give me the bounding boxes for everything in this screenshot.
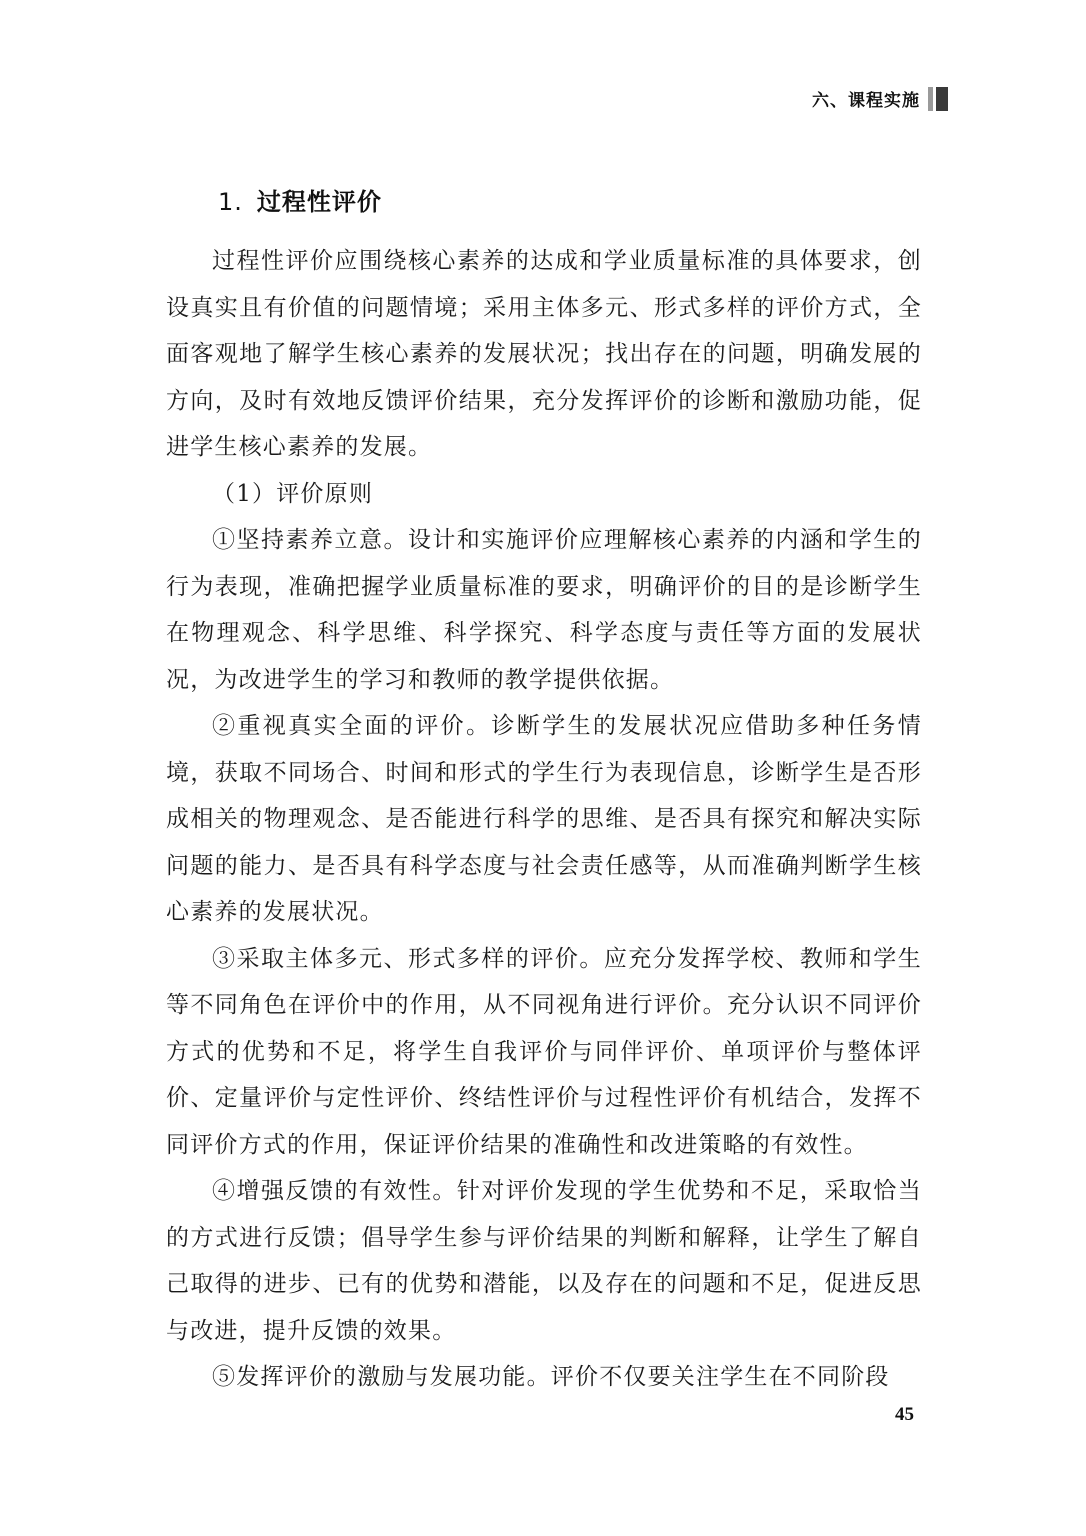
page-number: 45 xyxy=(895,1404,914,1425)
body-text xyxy=(166,238,922,1401)
paragraph-principle-5: ⑤发挥评价的激励与发展功能。评价不仅要关注学生在不同阶段 xyxy=(212,1364,890,1390)
running-header xyxy=(812,86,948,111)
paragraph-principle-4: ④增强反馈的有效性。针对评价发现的学生优势和不足，采取恰当的方式进行反馈；倡导学生参与评价结果的判断和解释，让学生了解自己取得的进步、已有的优势和潜能，以及存在的问题和不足，促进反思与改进，提升反馈的效果。 xyxy=(166,1178,922,1344)
header-thick-bar xyxy=(936,87,948,111)
section-title-text: 过程性评价 xyxy=(256,188,382,216)
header-thin-bar xyxy=(928,87,933,111)
subheading-principles: （1）评价原则 xyxy=(212,480,374,507)
paragraph-principle-1: ①坚持素养立意。设计和实施评价应理解核心素养的内涵和学生的行为表现，准确把握学业质量标准的要求，明确评价的目的是诊断学生在物理观念、科学思维、科学探究、科学态度与责任等方面的发展状况，为改进学生的学习和教师的教学提供依据。 xyxy=(166,527,922,693)
section-number: 1. xyxy=(218,188,243,216)
paragraph-intro: 过程性评价应围绕核心素养的达成和学业质量标准的具体要求，创设真实且有价值的问题情境；采用主体多元、形式多样的评价方式，全面客观地了解学生核心素养的发展状况；找出存在的问题，明确发展的方向，及时有效地反馈评价结果，充分发挥评价的诊断和激励功能，促进学生核心素养的发展。 xyxy=(166,248,922,460)
header-bar-marks xyxy=(928,87,948,111)
running-header-title: 六、课程实施 xyxy=(812,91,920,111)
paragraph-principle-3: ③采取主体多元、形式多样的评价。应充分发挥学校、教师和学生等不同角色在评价中的作用，从不同视角进行评价。充分认识不同评价方式的优势和不足，将学生自我评价与同伴评价、单项评价与整体评价、定量评价与定性评价、终结性评价与过程性评价有机结合，发挥不同评价方式的作用，保证评价结果的准确性和改进策略的有效性。 xyxy=(166,945,922,1158)
paragraph-principle-2: ②重视真实全面的评价。诊断学生的发展状况应借助多种任务情境，获取不同场合、时间和形式的学生行为表现信息，诊断学生是否形成相关的物理观念、是否能进行科学的思维、是否具有探究和解决实际问题的能力、是否具有科学态度与社会责任感等，从而准确判断学生核心素养的发展状况。 xyxy=(166,713,922,925)
section-heading xyxy=(218,182,382,217)
